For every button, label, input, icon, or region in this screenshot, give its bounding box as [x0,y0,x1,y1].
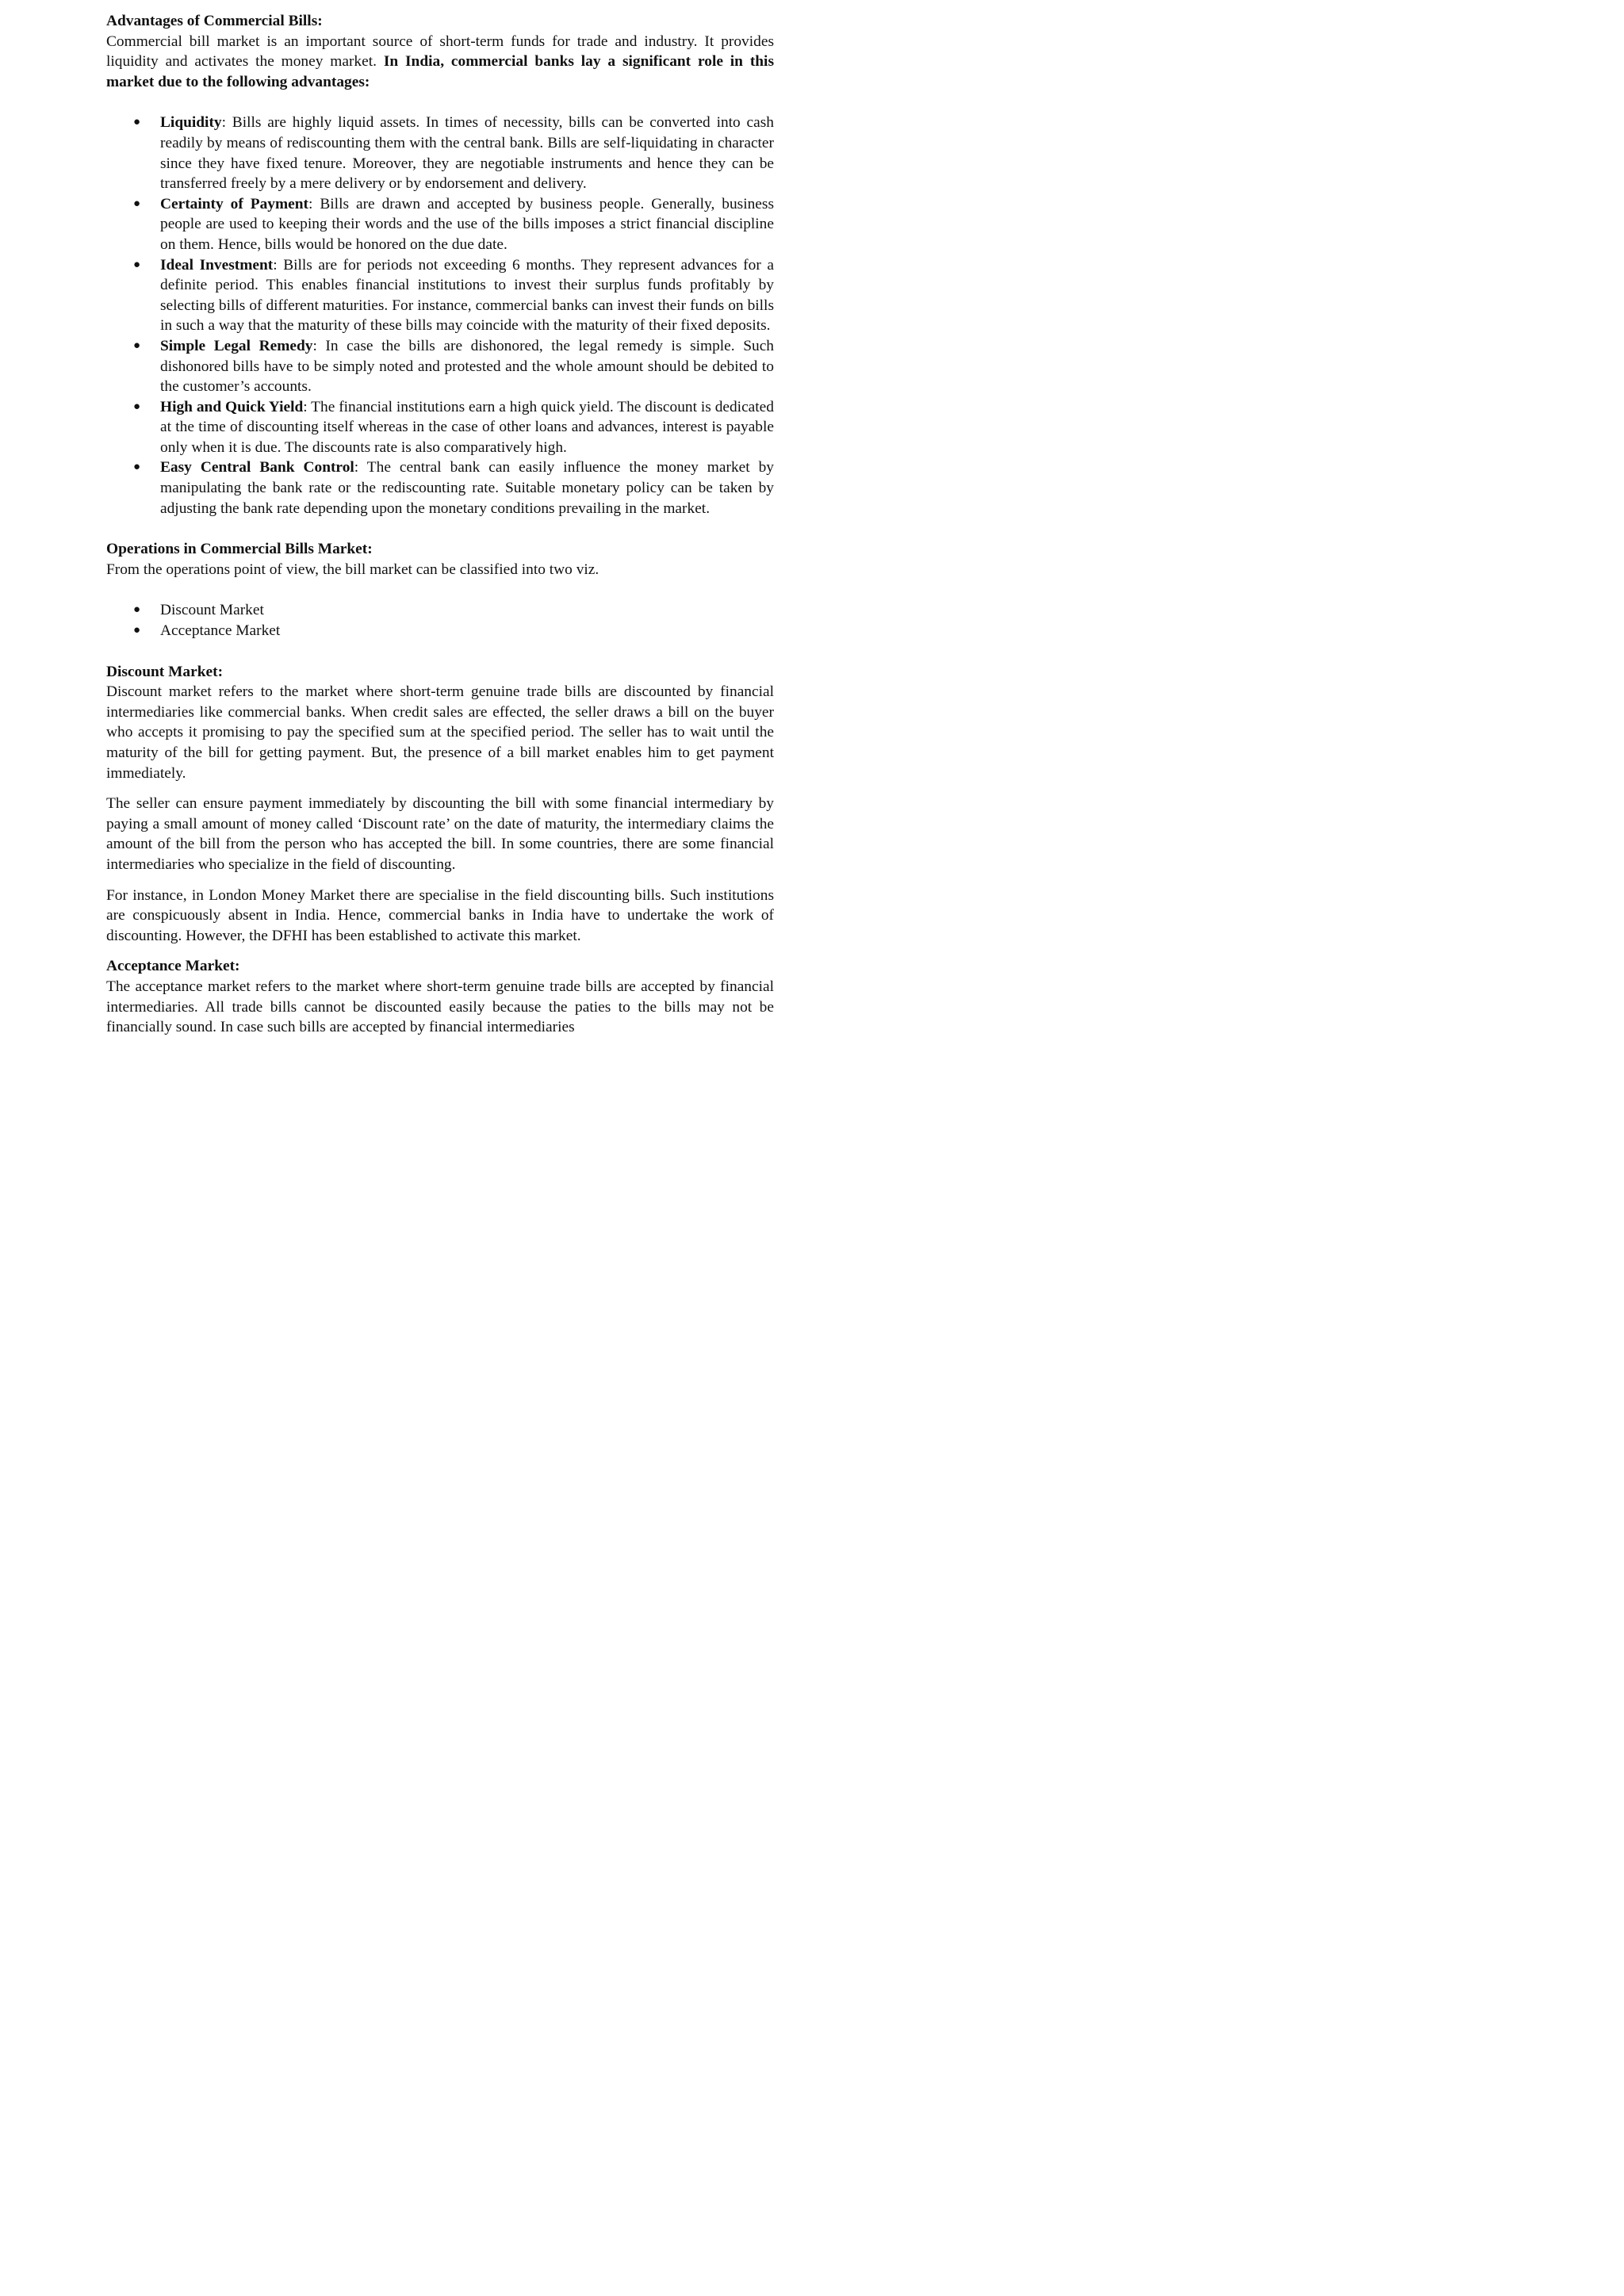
advantage-text: : Bills are for periods not exceeding 6 months. They represent advances for a definite period. This enables financial institutions to invest their surplus funds profitably by selecting bills of different maturities. For instance, commercial banks can invest their funds on bills in such a way that the maturity of these bills may coincide with the maturity of their fixed deposits. [160,256,774,335]
advantages-list [106,113,774,519]
bullet-icon: ● [133,116,141,129]
advantages-intro-emphasis: In India, commercial banks lay a significant role in this market due to the following advantages: [106,53,774,90]
bullet-icon: ● [133,258,141,271]
list-item [106,397,774,458]
list-item [106,113,774,193]
advantages-intro [106,32,774,93]
advantage-term: Easy Central Bank Control [160,459,354,476]
advantages-intro-text: Commercial bill market is an important source of short-term funds for trade and industry. It provides liquidity and activates the money market. [106,33,774,71]
operations-intro: From the operations point of view, the bill market can be classified into two viz. [106,561,599,578]
list-item [106,194,774,255]
bullet-icon: ● [133,400,141,413]
advantage-term: Liquidity [160,114,222,132]
advantages-heading: Advantages of Commercial Bills: [106,13,323,29]
list-item [106,255,774,336]
list-item [106,600,774,621]
advantage-term: Simple Legal Remedy [160,337,313,354]
discount-paragraph: For instance, in London Money Market there are specialise in the field discounting bills. Such institutions are conspicuously absent in India. Hence, commercial banks in India have to undertake the work of discounting. However, the DFHI has been established to activate this market. [106,886,774,944]
bullet-icon: ● [133,461,141,474]
list-item [106,621,774,641]
bullet-icon: ● [133,197,141,210]
advantage-term: High and Quick Yield [160,398,304,415]
list-item [106,336,774,397]
advantage-text: : The financial institutions earn a high quick yield. The discount is dedicated at the time of discounting itself whereas in the case of other loans and advances, interest is payable only when it is due. The discounts rate is also comparatively high. [160,398,774,456]
operations-list [106,600,774,641]
document-page [106,11,774,1038]
operations-heading: Operations in Commercial Bills Market: [106,541,373,558]
advantage-text: : The central bank can easily influence the money market by manipulating the bank rate or the rediscounting rate. Suitable monetary policy can be taken by adjusting the bank rate depending upon the monetary conditions prevailing in the market. [160,459,774,517]
market-type: Discount Market [160,602,264,619]
advantage-text: : Bills are drawn and accepted by business people. Generally, business people are used to keeping their words and the use of the bills imposes a strict financial discipline on them. Hence, bills would be honored on the due date. [160,195,774,253]
acceptance-market-heading: Acceptance Market: [106,958,240,975]
discount-paragraph: The seller can ensure payment immediately by discounting the bill with some financial intermediary by paying a small amount of money called ‘Discount rate’ on the date of maturity, the intermediary claims the amount of the bill from the person who has accepted the bill. In some countries, there are some financial intermediaries who specialize in the field of discounting. [106,795,774,873]
bullet-icon: ● [133,624,141,637]
bullet-icon: ● [133,603,141,617]
advantage-text: : Bills are highly liquid assets. In times of necessity, bills can be converted into cash readily by means of rediscounting them with the central bank. Bills are self-liquidating in character since they have fixed tenure. Moreover, they are negotiable instruments and hence they can be transferred freely by a mere delivery or by endorsement and delivery. [160,114,774,193]
advantage-term: Ideal Investment [160,256,274,274]
discount-market-heading: Discount Market: [106,663,224,680]
discount-paragraph: Discount market refers to the market where short-term genuine trade bills are discounted by financial intermediaries like commercial banks. When credit sales are effected, the seller draws a bill on the buyer who accepts it promising to pay the specified sum at the specified period. The seller has to wait until the maturity of the bill for getting payment. But, the presence of a bill market enables him to get payment immediately. [106,683,774,782]
acceptance-paragraph: The acceptance market refers to the market where short-term genuine trade bills are accepted by financial intermediaries. All trade bills cannot be discounted easily because the paties to the bills may not be financially sound. In case such bills are accepted by financial intermediaries [106,978,774,1036]
advantage-term: Certainty of Payment [160,195,309,212]
list-item [106,457,774,519]
advantage-text: : In case the bills are dishonored, the legal remedy is simple. Such dishonored bills have to be simply noted and protested and the whole amount should be debited to the customer’s accounts. [160,337,774,396]
market-type: Acceptance Market [160,622,281,640]
bullet-icon: ● [133,339,141,352]
